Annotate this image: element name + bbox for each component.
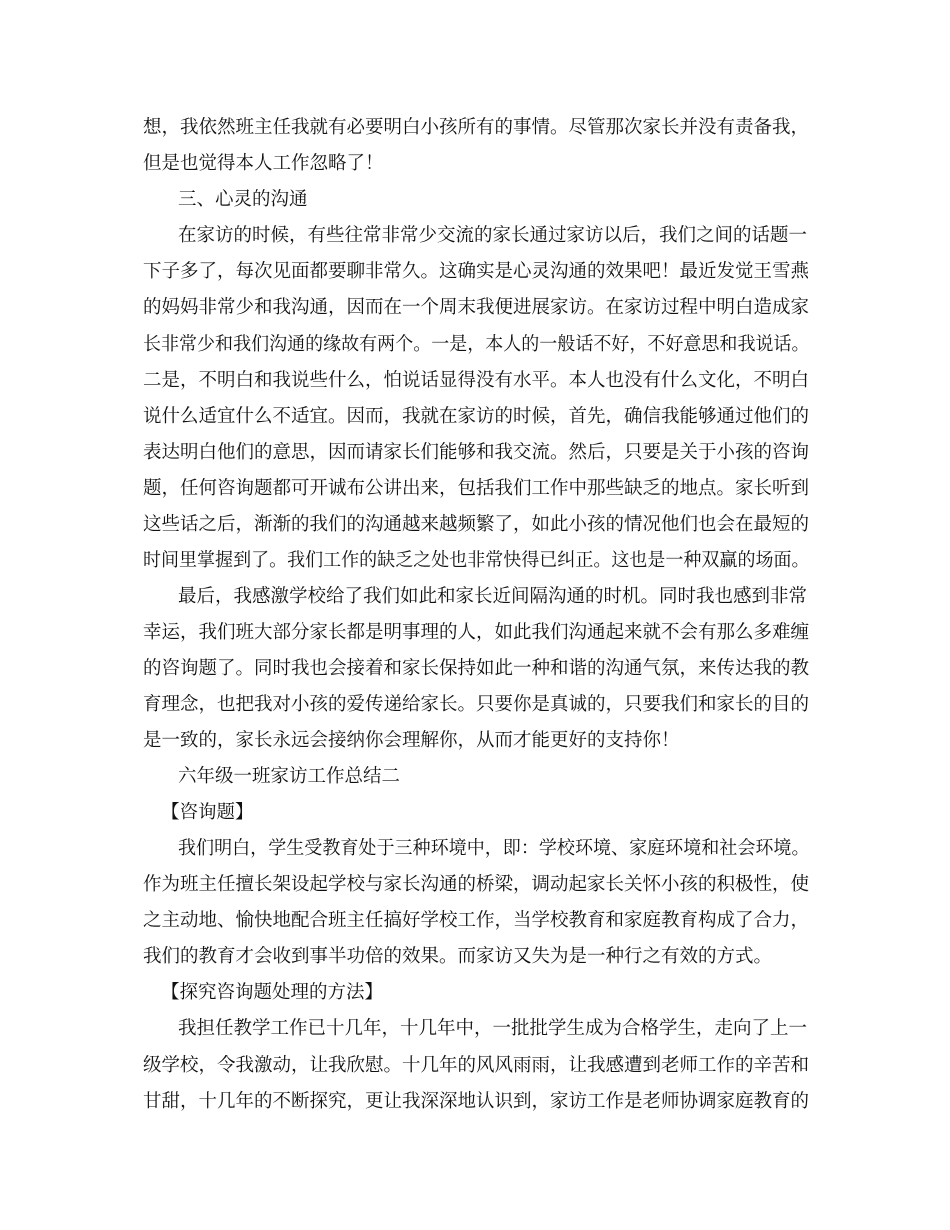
text-line: 我们的教育才会收到事半功倍的效果。而家访又失为是一种行之有效的方式。: [143, 946, 773, 967]
section-heading: 六年级一班家访工作总结二: [178, 766, 401, 787]
paragraph-first-line: 我担任教学工作已十几年，十几年中，一批批学生成为合格学生，走向了上一: [178, 1018, 808, 1039]
text-line: 是一致的，家长永远会接纳你会理解你，从而才能更好的支持你！: [143, 730, 680, 751]
text-line: 下子多了，每次见面都要聊非常久。这确实是心灵沟通的效果吧！最近发觉王雪燕: [143, 261, 810, 282]
bracket-heading: 【咨询题】: [161, 802, 254, 823]
text-line: 二是，不明白和我说些什么，怕说话显得没有水平。本人也没有什么文化，不明白: [143, 370, 810, 391]
paragraph-first-line: 我们明白，学生受教育处于三种环境中，即：学校环境、家庭环境和社会环境。: [178, 838, 810, 859]
bracket-heading: 【探究咨询题处理的方法】: [161, 982, 384, 1003]
text-line: 表达明白他们的意思，因而请家长们能够和我交流。然后，只要是关于小孩的咨询: [143, 442, 810, 463]
text-line: 级学校，令我激动，让我欣慰。十几年的风风雨雨，让我感遭到老师工作的辛苦和: [143, 1055, 810, 1076]
text-line: 之主动地、愉快地配合班主任搞好学校工作，当学校教育和家庭教育构成了合力，: [143, 910, 810, 931]
text-line: 题，任何咨询题都可开诚布公讲出来，包括我们工作中那些缺乏的地点。家长听到: [143, 478, 810, 499]
text-line: 育理念，也把我对小孩的爱传递给家长。只要你是真诚的，只要我们和家长的目的: [143, 694, 810, 715]
text-line: 甘甜，十几年的不断探究，更让我深深地认识到，家访工作是老师协调家庭教育的: [143, 1091, 810, 1112]
paragraph-first-line: 在家访的时候，有些往常非常少交流的家长通过家访以后，我们之间的话题一: [178, 225, 808, 246]
paragraph-first-line: 最后，我感激学校给了我们如此和家长近间隔沟通的时机。同时我也感到非常: [178, 586, 808, 607]
text-line: 作为班主任擅长架设起学校与家长沟通的桥梁，调动起家长关怀小孩的积极性，使: [143, 874, 810, 895]
text-line: 的妈妈非常少和我沟通，因而在一个周末我便进展家访。在家访过程中明白造成家: [143, 297, 810, 318]
section-heading: 三、心灵的沟通: [178, 189, 308, 210]
text-line: 但是也觉得本人工作忽略了！: [143, 153, 384, 174]
text-line: 长非常少和我们沟通的缘故有两个。一是，本人的一般话不好，不好意思和我说话。: [143, 334, 810, 355]
text-line: 幸运，我们班大部分家长都是明事理的人，如此我们沟通起来就不会有那么多难缠: [143, 622, 810, 643]
text-line: 说什么适宜什么不适宜。因而，我就在家访的时候，首先，确信我能够通过他们的: [143, 406, 810, 427]
text-line: 这些话之后，渐渐的我们的沟通越来越频繁了，如此小孩的情况他们也会在最短的: [143, 514, 810, 535]
text-line: 想，我依然班主任我就有必要明白小孩所有的事情。尽管那次家长并没有责备我，: [143, 117, 810, 138]
text-line: 的咨询题了。同时我也会接着和家长保持如此一种和谐的沟通气氛，来传达我的教: [143, 658, 810, 679]
text-line: 时间里掌握到了。我们工作的缺乏之处也非常快得已纠正。这也是一种双赢的场面。: [143, 550, 810, 571]
